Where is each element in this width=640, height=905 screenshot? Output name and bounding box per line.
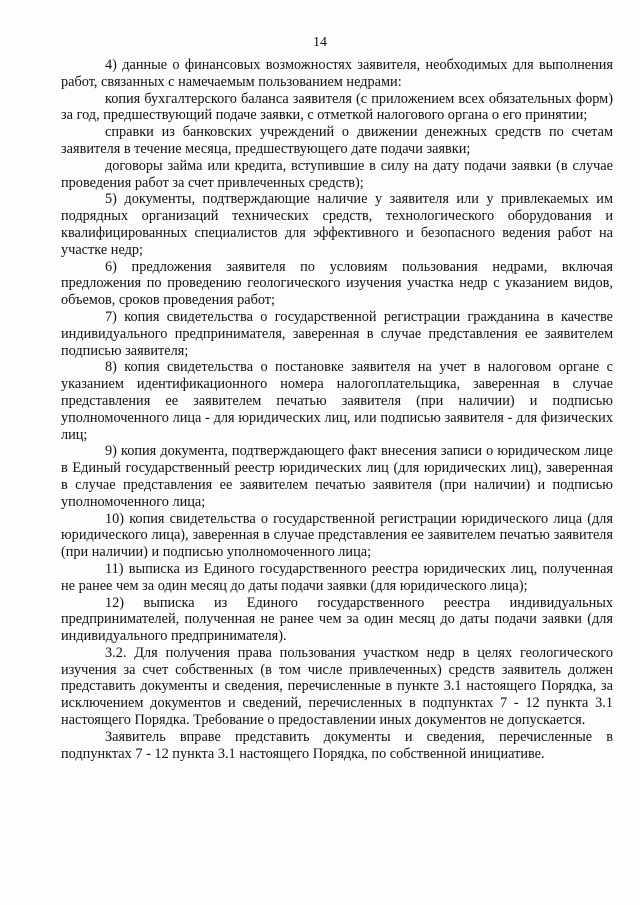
- paragraph-section-3-2: 3.2. Для получения права пользования участком недр в целях геологического изучения за счет собственных (в том числе привлеченных) средств заявитель должен представить документы и сведения, перечисленные в пункте 3.1 настоящего Порядка, за исключением документов и сведений, перечисленных в подпунктах 7 - 12 пункта 3.1 настоящего Порядка. Требование о предоставлении иных документов не допускается.: [61, 644, 613, 729]
- page-number: 14: [313, 35, 327, 50]
- paragraph-item-11: 11) выписка из Единого государственного реестра юридических лиц, полученная не ранее чем за один месяц до даты подачи заявки (для юридического лица);: [61, 560, 613, 594]
- paragraph-item-10: 10) копия свидетельства о государственной регистрации юридического лица (для юридического лица), заверенная в случае представления ее заявителем печатью заявителя (при наличии) и подписью уполномоченного лица;: [61, 510, 613, 561]
- paragraph-item-7: 7) копия свидетельства о государственной регистрации гражданина в качестве индивидуального предпринимателя, заверенная в случае представления ее заявителем подписью заявителя;: [61, 308, 613, 359]
- paragraph-item-4: 4) данные о финансовых возможностях заявителя, необходимых для выполнения работ, связанных с намечаемым пользованием недрами:: [61, 57, 613, 90]
- paragraph-bank-statements: справки из банковских учреждений о движении денежных средств по счетам заявителя в течение месяца, предшествующего дате подачи заявки;: [61, 124, 613, 157]
- paragraph-item-8: 8) копия свидетельства о постановке заявителя на учет в налоговом органе с указанием идентификационного номера налогоплательщика, заверенная в случае представления ее заявителем печатью заявителя (при наличии) и подписью уполномоченного лица - для юридических лиц, или подписью заявителя - для физических лиц;: [61, 359, 613, 443]
- document-body: [61, 57, 613, 762]
- paragraph-item-6: 6) предложения заявителя по условиям пользования недрами, включая предложения по проведению геологического изучения участка недр с указанием видов, объемов, сроков проведения работ;: [61, 258, 613, 309]
- paragraph-item-5: 5) документы, подтверждающие наличие у заявителя или у привлекаемых им подрядных организаций технических средств, технологического оборудования и квалифицированных специалистов для эффективного и безопасного ведения работ на участке недр;: [61, 191, 613, 258]
- paragraph-balance-copy: копия бухгалтерского баланса заявителя (с приложением всех обязательных форм) за год, предшествующий подаче заявки, с отметкой налогового органа о его принятии;: [61, 90, 613, 124]
- paragraph-item-9: 9) копия документа, подтверждающего факт внесения записи о юридическом лице в Единый государственный реестр юридических лиц (для юридических лиц), заверенная в случае представления ее заявителем печатью заявителя (при наличии) и подписью уполномоченного лица;: [61, 443, 613, 510]
- paragraph-item-12: 12) выписка из Единого государственного реестра индивидуальных предпринимателей, полученная не ранее чем за один месяц до даты подачи заявки (для индивидуального предпринимателя).: [61, 594, 613, 645]
- paragraph-applicant-initiative: Заявитель вправе представить документы и сведения, перечисленные в подпунктах 7 - 12 пункта 3.1 настоящего Порядка, по собственной инициативе.: [61, 728, 613, 762]
- paragraph-loan-agreements: договоры займа или кредита, вступившие в силу на дату подачи заявки (в случае проведения работ за счет привлеченных средств);: [61, 157, 613, 191]
